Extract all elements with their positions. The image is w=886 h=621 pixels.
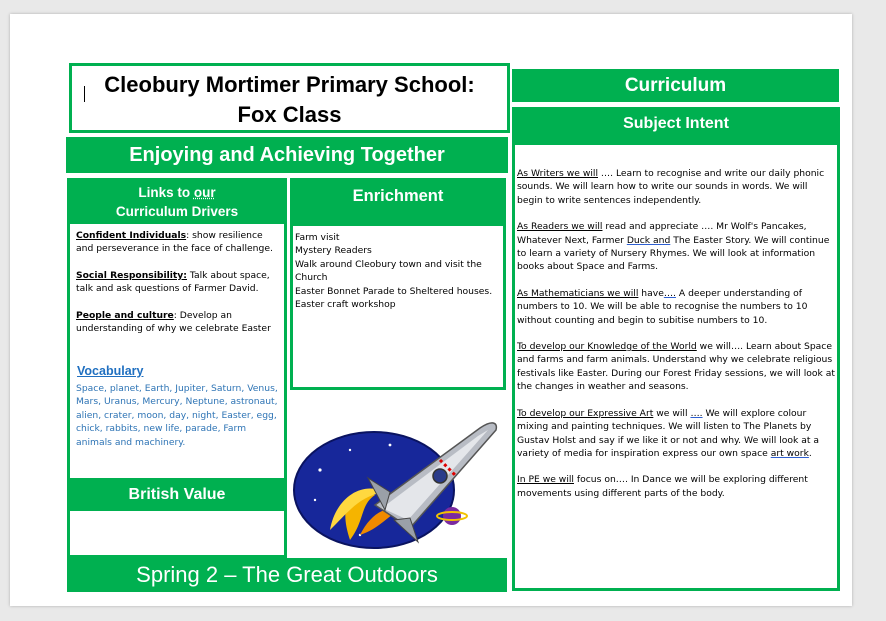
intent-label: As Readers we will — [517, 221, 603, 233]
enrichment-list — [295, 231, 500, 311]
links-body — [76, 229, 281, 348]
links-title-pre: Links to — [138, 185, 194, 200]
enrichment-title: Enrichment — [290, 178, 506, 226]
intent-text: We will explore colour mixing and painting techniques. We will listen to The Planets by Gustav Holst and say if we like it or not and why. We will look at a variety of media for inspiration express our own space — [517, 407, 820, 459]
intent-word: Duck and — [626, 234, 671, 246]
british-value-title: British Value — [67, 478, 287, 511]
intent-pe — [517, 473, 835, 500]
text-cursor — [84, 86, 85, 102]
subject-intent-body — [517, 167, 835, 513]
intent-label: To develop our Expressive Art — [517, 407, 654, 419]
intent-readers — [517, 220, 835, 274]
intent-text: The Easter Story. We will continue to learn a variety of Nursery Rhymes. We will look at information books about Space and Farms. — [517, 234, 830, 273]
document-page — [10, 14, 852, 606]
links-title-our: our — [193, 185, 216, 200]
intent-blank: …. — [690, 407, 703, 419]
enrichment-item: Walk around Cleobury town and visit the Church — [295, 258, 482, 284]
intent-text: focus on…. In Dance we will be exploring different movements using different parts of the body. — [517, 474, 808, 499]
intent-blank: …. — [663, 287, 676, 299]
intent-label: In PE we will — [517, 474, 574, 486]
intent-text: have — [638, 287, 664, 299]
driver-label: Social Responsibility: — [76, 269, 187, 281]
enrichment-item: Easter craft workshop — [295, 299, 396, 311]
driver-text: Talk about space, talk and ask questions of Farmer David. — [76, 269, 270, 295]
driver-people — [76, 309, 281, 336]
enrichment-item: Easter Bonnet Parade to Sheltered houses. — [295, 285, 493, 297]
intent-text: read and appreciate …. Mr Wolf's Pancakes, Whatever Next, Farmer — [517, 221, 807, 246]
intent-text: …. Learn to recognise and write our daily phonic sounds. We will learn how to write our sounds in words. We will begin to write sentences independently. — [517, 168, 825, 206]
intent-art — [517, 407, 835, 461]
enrichment-item: Farm visit — [295, 232, 340, 243]
driver-social — [76, 269, 281, 296]
rocket-image — [290, 400, 506, 556]
driver-text: : Develop an understanding of why we celebrate Easter — [76, 309, 271, 335]
subject-intent-title: Subject Intent — [512, 107, 840, 145]
links-title — [67, 178, 287, 224]
motto-banner: Enjoying and Achieving Together — [66, 137, 508, 173]
driver-confident — [76, 229, 281, 256]
rocket-icon — [290, 400, 506, 556]
vocabulary-title: Vocabulary — [77, 364, 144, 378]
intent-text: . — [808, 447, 812, 459]
vocabulary-text: Space, planet, Earth, Jupiter, Saturn, Venus, Mars, Uranus, Mercury, Neptune, astronaut, alien, crater, moon, day, night, Easter, egg, chick, rabbits, new life, parade, Farm animals and machinery. — [76, 383, 278, 448]
intent-label: As Mathematicians we will — [517, 287, 639, 299]
intent-maths — [517, 287, 835, 327]
school-header — [69, 63, 510, 133]
school-name: Cleobury Mortimer Primary School: — [104, 72, 475, 97]
intent-text: we will — [653, 407, 691, 419]
links-title-line2: Curriculum Drivers — [115, 204, 239, 219]
class-name: Fox Class — [237, 102, 342, 127]
enrichment-item: Mystery Readers — [295, 245, 372, 257]
intent-world — [517, 340, 835, 394]
intent-word: art work — [770, 447, 809, 459]
driver-label: Confident Individuals — [76, 230, 187, 241]
term-footer: Spring 2 – The Great Outdoors — [67, 558, 507, 592]
driver-text: : show resilience and perseverance in the face of challenge. — [76, 230, 273, 255]
driver-label: People and culture — [76, 309, 174, 321]
intent-writers — [517, 167, 835, 207]
intent-label: As Writers we will — [517, 168, 598, 179]
intent-label: To develop our Knowledge of the World — [517, 341, 697, 353]
intent-text: A deeper understanding of numbers to 10. We will be able to recognise the numbers to 10 without counting and begin to subitise numbers to 10. — [517, 287, 808, 326]
intent-text: we will…. Learn about Space and farms and farm animals. Understand why we celebrate religious festivals like Easter. During our Forest Friday sessions, we will look at the changes in weather and seasons. — [517, 341, 835, 393]
curriculum-title: Curriculum — [512, 69, 839, 102]
